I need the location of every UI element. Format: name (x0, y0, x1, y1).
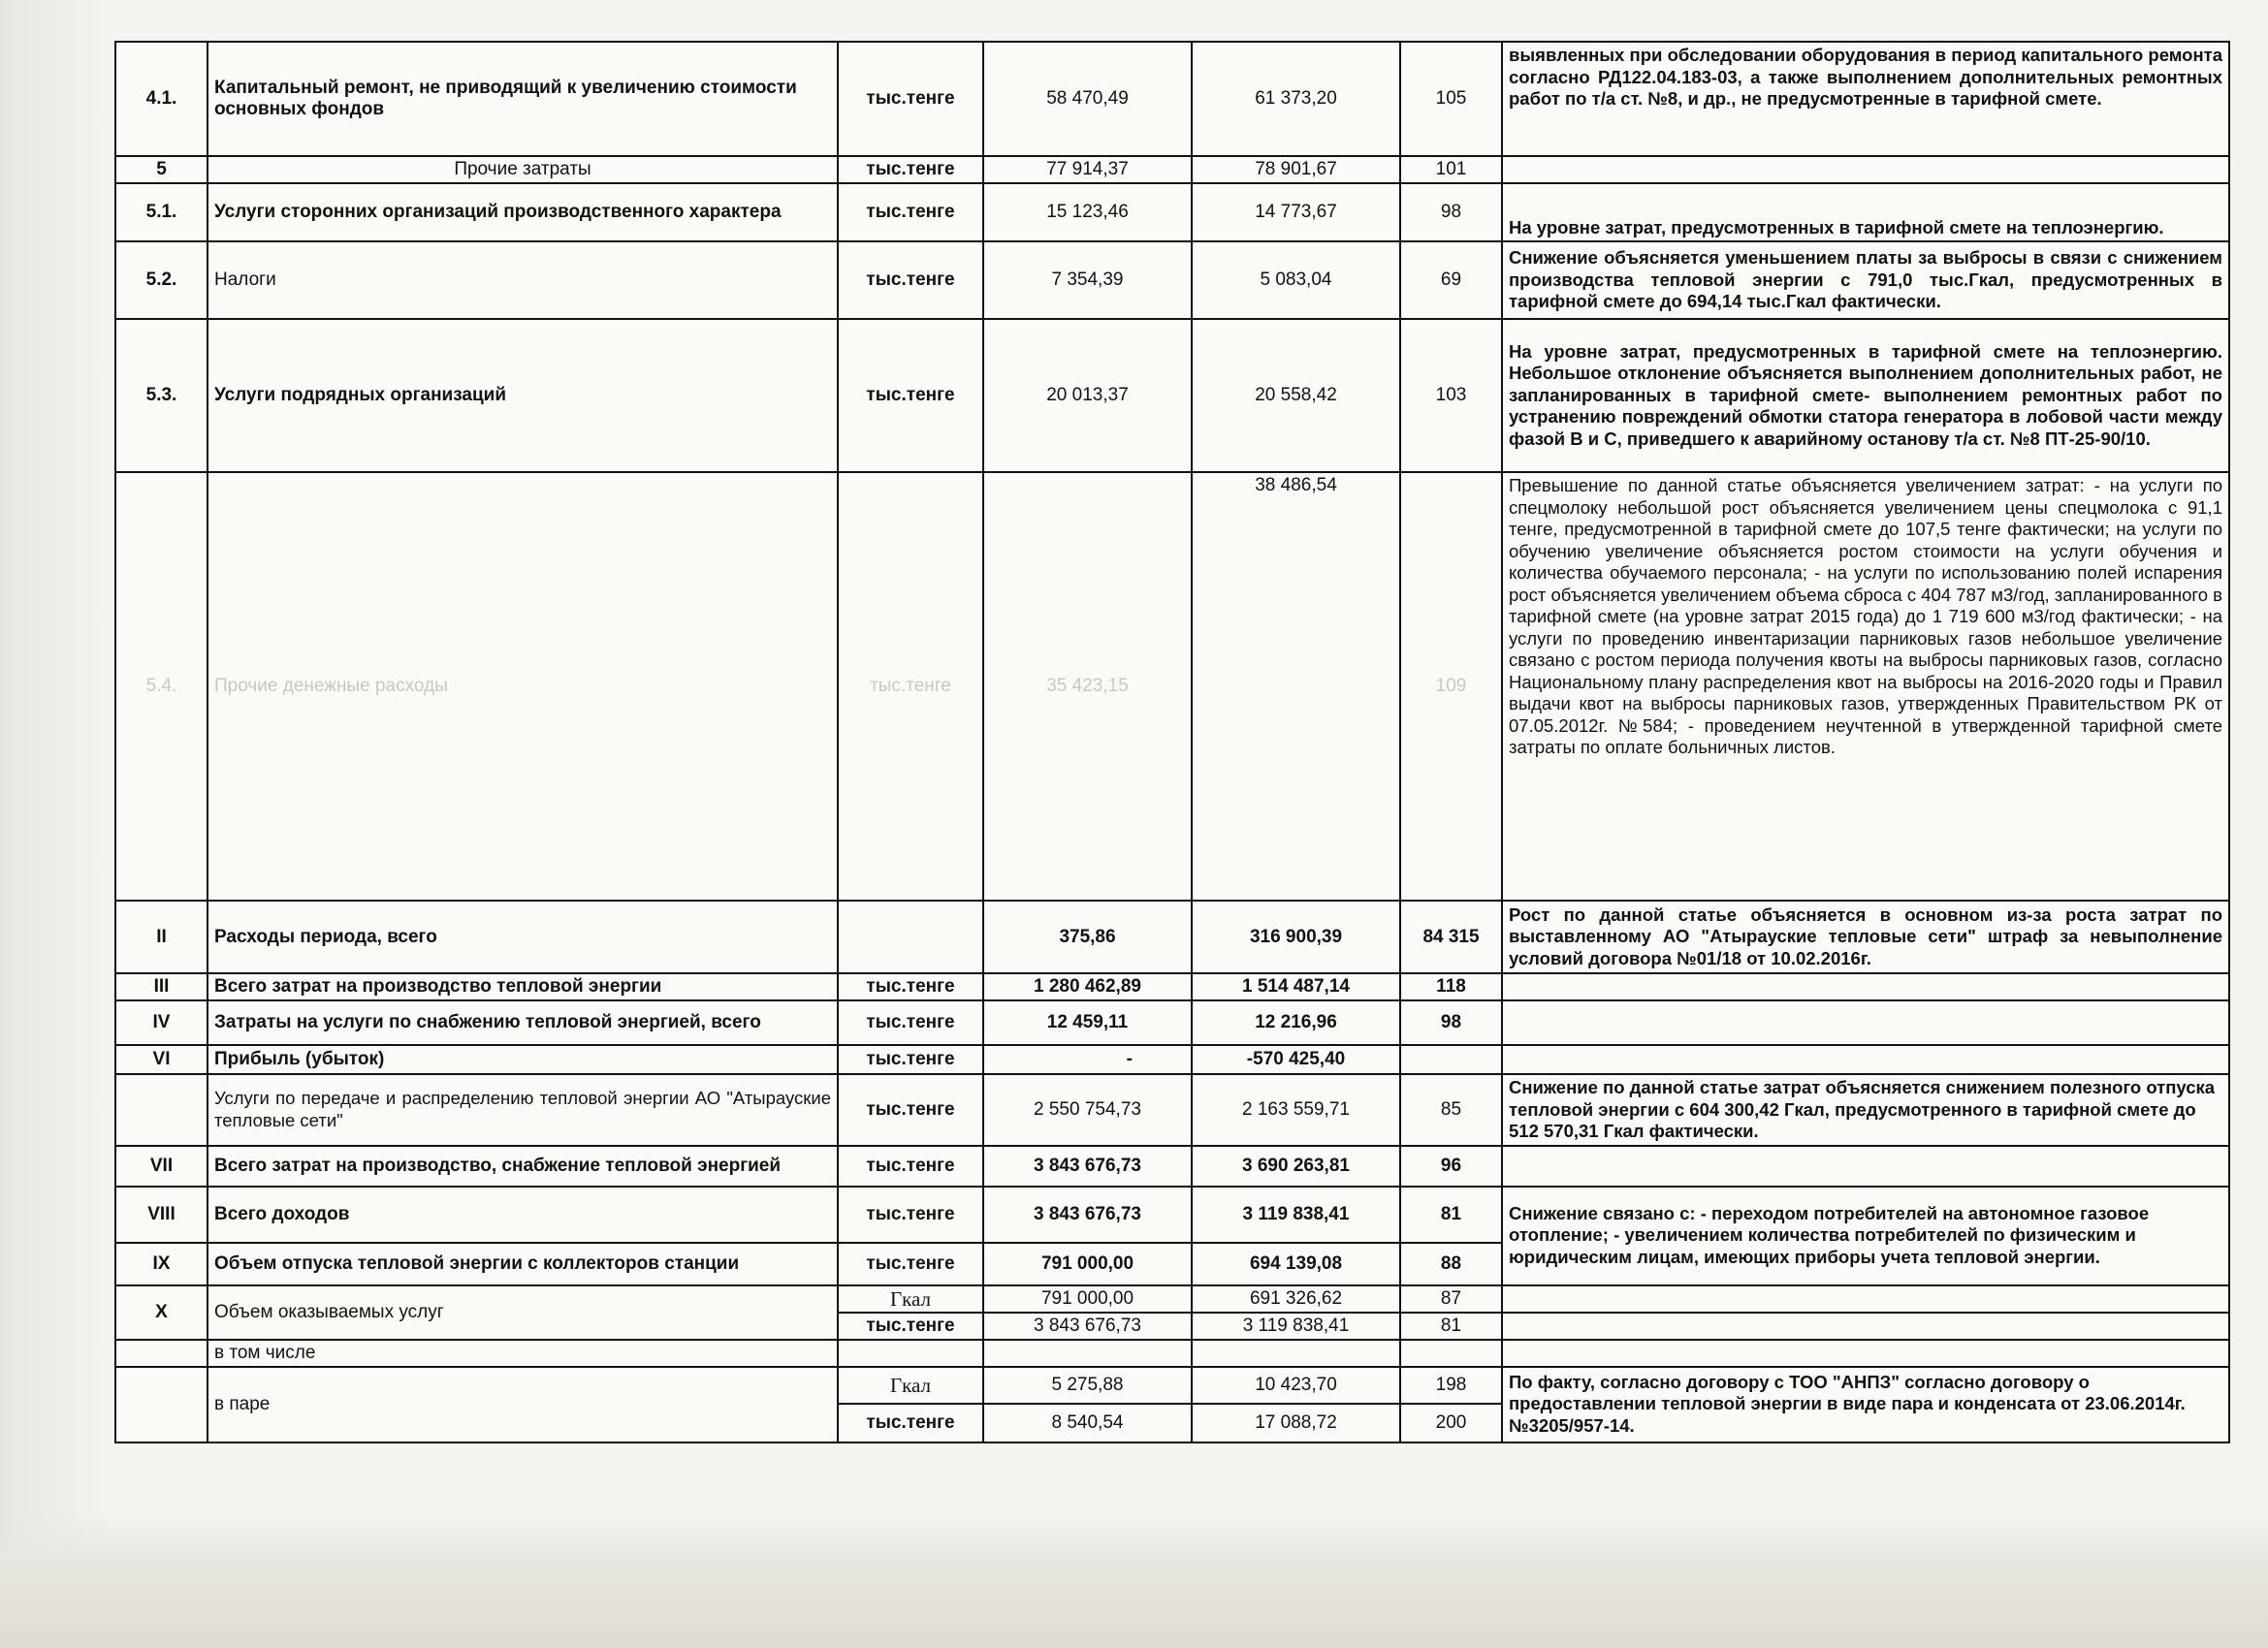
row-fact: 78 901,67 (1192, 156, 1400, 183)
row-name: Услуги по передаче и распределению тепловой энергии АО "Атырауские тепловые сети" (208, 1074, 838, 1146)
row-number-empty (115, 1367, 208, 1442)
row-percent: 87 (1400, 1285, 1502, 1313)
row-unit: Гкал (838, 1285, 983, 1313)
row-plan: 3 843 676,73 (983, 1313, 1192, 1340)
row-unit: тыс.тенге (838, 241, 983, 319)
cost-report-table (114, 41, 2230, 1443)
row-number: 5.1. (115, 183, 208, 241)
row-note-empty (1502, 1313, 2229, 1340)
row-percent: 98 (1400, 183, 1502, 241)
row-unit: тыс.тенге (838, 472, 983, 901)
row-unit (838, 901, 983, 973)
row-plan: 3 843 676,73 (983, 1187, 1192, 1243)
row-name: Услуги подрядных организаций (208, 319, 838, 472)
row-percent: 88 (1400, 1243, 1502, 1285)
row-plan: 3 843 676,73 (983, 1146, 1192, 1187)
row-note (1502, 1146, 2229, 1187)
row-plan: 35 423,15 (983, 472, 1192, 901)
row-unit: тыс.тенге (838, 1313, 983, 1340)
row-fact: 3 690 263,81 (1192, 1146, 1400, 1187)
row-percent: 81 (1400, 1313, 1502, 1340)
row-name: Расходы периода, всего (208, 901, 838, 973)
row-fact: 3 119 838,41 (1192, 1187, 1400, 1243)
row-percent: 98 (1400, 1000, 1502, 1045)
row-percent: 81 (1400, 1187, 1502, 1243)
table-row-steam-gcal (115, 1367, 2229, 1404)
row-plan: 8 540,54 (983, 1404, 1192, 1442)
row-fact: 10 423,70 (1192, 1367, 1400, 1404)
row-plan: - (983, 1045, 1192, 1074)
row-note: Превышение по данной статье объясняется увеличением затрат: - на услуги по спецмолоку небольшой рост объясняется увеличением цены спецмолока с 91,1 тенге, предусмотренной в тарифной смете до 107,5 тенге фактически; на услуги по обучению увеличение объясняется ростом стоимости на услуги обучения и количества обучаемого персонала; - на услуги по использованию полей испарения рост объясняется увеличением объема сброса с 404 787 м3/год, запланированного в тарифной смете (на уровне затрат 2015 года) до 1 719 600 м3/год фактически; - на услуги по проведению инвентаризации парниковых газов небольшое увеличение связано с ростом периода получения квоты на выбросы парниковых газов, согласно Национальному плану распределения квот на выбросы на 2016-2020 годы и Правил выдачи квот на выбросы парниковых газов, утвержденных Правительством РК от 07.05.2012г. №584; - проведением неучтенной в утвержденной тарифной смете затраты по оплате больничных листов. (1502, 472, 2229, 901)
row-fact: 316 900,39 (1192, 901, 1400, 973)
row-number-empty (115, 1340, 208, 1367)
row-fact: 694 139,08 (1192, 1243, 1400, 1285)
row-unit: тыс.тенге (838, 1045, 983, 1074)
row-number: 5.3. (115, 319, 208, 472)
row-plan: 791 000,00 (983, 1243, 1192, 1285)
table-row-II (115, 901, 2229, 973)
scan-shadow-left (0, 0, 107, 1648)
table-row-4-1 (115, 42, 2229, 156)
row-fact: 14 773,67 (1192, 183, 1400, 241)
row-unit-empty (838, 1340, 983, 1367)
row-unit: тыс.тенге (838, 1187, 983, 1243)
row-number: VIII (115, 1187, 208, 1243)
row-percent: 198 (1400, 1367, 1502, 1404)
table-row-5-2 (115, 241, 2229, 319)
row-unit: тыс.тенге (838, 1074, 983, 1146)
row-plan: 2 550 754,73 (983, 1074, 1192, 1146)
row-note: На уровне затрат, предусмотренных в тарифной смете на теплоэнергию. (1502, 183, 2229, 241)
row-fact-empty (1192, 1340, 1400, 1367)
row-percent: 200 (1400, 1404, 1502, 1442)
row-unit: тыс.тенге (838, 156, 983, 183)
row-number: X (115, 1285, 208, 1340)
row-name: Объем отпуска тепловой энергии с коллекторов станции (208, 1243, 838, 1285)
table-row-transmission (115, 1074, 2229, 1146)
row-plan: 20 013,37 (983, 319, 1192, 472)
row-number: 4.1. (115, 42, 208, 156)
row-unit: Гкал (838, 1367, 983, 1404)
row-plan: 375,86 (983, 901, 1192, 973)
row-unit: тыс.тенге (838, 1404, 983, 1442)
row-number: VI (115, 1045, 208, 1074)
row-name: в паре (208, 1367, 838, 1442)
row-note: Рост по данной статье объясняется в основном из-за роста затрат по выставленному АО "Атырауские тепловые сети" штраф за невыполнение условий договора №01/18 от 10.02.2016г. (1502, 901, 2229, 973)
table-row-VII (115, 1146, 2229, 1187)
row-note (1502, 156, 2229, 183)
row-name: Всего затрат на производство тепловой энергии (208, 973, 838, 1000)
row-fact: 38 486,54 (1192, 472, 1400, 901)
row-fact: 1 514 487,14 (1192, 973, 1400, 1000)
row-unit: тыс.тенге (838, 183, 983, 241)
row-note: На уровне затрат, предусмотренных в тарифной смете на теплоэнергию. Небольшое отклонение объясняется выполнением дополнительных работ, не запланированных в тарифной смете- выполнением ремонтных работ по устранению повреждений обмотки статора генератора в лобовой части между фазой В и С, приведшего к аварийному останову т/а ст. №8 ПТ-25-90/10. (1502, 319, 2229, 472)
row-number: VII (115, 1146, 208, 1187)
row-note (1502, 1000, 2229, 1045)
row-note-empty (1502, 1340, 2229, 1367)
table-row-VIII (115, 1187, 2229, 1243)
row-name: Всего доходов (208, 1187, 838, 1243)
table-row-5 (115, 156, 2229, 183)
row-plan: 791 000,00 (983, 1285, 1192, 1313)
row-plan: 7 354,39 (983, 241, 1192, 319)
row-fact: 20 558,42 (1192, 319, 1400, 472)
row-name: Налоги (208, 241, 838, 319)
row-name: Прочие денежные расходы (208, 472, 838, 901)
row-percent: 109 (1400, 472, 1502, 901)
row-number: 5.4. (115, 472, 208, 901)
row-fact: 691 326,62 (1192, 1285, 1400, 1313)
row-unit: тыс.тенге (838, 1243, 983, 1285)
row-percent: 85 (1400, 1074, 1502, 1146)
row-unit: тыс.тенге (838, 1146, 983, 1187)
row-fact: 2 163 559,71 (1192, 1074, 1400, 1146)
row-percent (1400, 1045, 1502, 1074)
row-plan: 15 123,46 (983, 183, 1192, 241)
row-number: 5.2. (115, 241, 208, 319)
row-name: Прочие затраты (208, 156, 838, 183)
row-fact: 3 119 838,41 (1192, 1313, 1400, 1340)
row-note: Снижение объясняется уменьшением платы за выбросы в связи с снижением производства тепловой энергии с 791,0 тыс.Гкал, предусмотренных в тарифной смете до 694,14 тыс.Гкал фактически. (1502, 241, 2229, 319)
row-note: Снижение связано с: - переходом потребителей на автономное газовое отопление; - увеличением количества потребителей по физическим и юридическим лицам, имеющих приборы учета тепловой энергии. (1502, 1187, 2229, 1285)
row-note: выявленных при обследовании оборудования в период капитального ремонта согласно РД122.04.183-03, а также выполнением дополнительных ремонтных работ по т/а ст. №8, и др., не предусмотренные в тарифной смете. (1502, 42, 2229, 156)
row-name: Услуги сторонних организаций производственного характера (208, 183, 838, 241)
row-plan: 77 914,37 (983, 156, 1192, 183)
row-percent: 118 (1400, 973, 1502, 1000)
table-row-IV (115, 1000, 2229, 1045)
row-note-empty (1502, 1285, 2229, 1313)
row-plan: 5 275,88 (983, 1367, 1192, 1404)
row-number: IX (115, 1243, 208, 1285)
table-row-X-gcal (115, 1285, 2229, 1313)
row-name: Объем оказываемых услуг (208, 1285, 838, 1340)
row-fact: -570 425,40 (1192, 1045, 1400, 1074)
scan-shadow-bottom (0, 1512, 2268, 1648)
row-percent: 96 (1400, 1146, 1502, 1187)
row-fact: 17 088,72 (1192, 1404, 1400, 1442)
row-fact: 61 373,20 (1192, 42, 1400, 156)
row-plan: 1 280 462,89 (983, 973, 1192, 1000)
row-percent: 105 (1400, 42, 1502, 156)
row-name: Затраты на услуги по снабжению тепловой энергией, всего (208, 1000, 838, 1045)
row-name: Капитальный ремонт, не приводящий к увеличению стоимости основных фондов (208, 42, 838, 156)
table-row-including (115, 1340, 2229, 1367)
table-row-5-3 (115, 319, 2229, 472)
row-percent: 101 (1400, 156, 1502, 183)
table-row-5-4 (115, 472, 2229, 901)
row-name: Прибыль (убыток) (208, 1045, 838, 1074)
row-number: 5 (115, 156, 208, 183)
row-fact: 12 216,96 (1192, 1000, 1400, 1045)
table-row-III (115, 973, 2229, 1000)
row-number: IV (115, 1000, 208, 1045)
row-plan: 58 470,49 (983, 42, 1192, 156)
row-number: II (115, 901, 208, 973)
row-percent: 103 (1400, 319, 1502, 472)
row-unit: тыс.тенге (838, 973, 983, 1000)
table-row-VI (115, 1045, 2229, 1074)
row-name: Всего затрат на производство, снабжение тепловой энергией (208, 1146, 838, 1187)
row-note (1502, 973, 2229, 1000)
row-note: Снижение по данной статье затрат объясняется снижением полезного отпуска тепловой энергии с 604 300,42 Гкал, предусмотренного в тарифной смете до 512 570,31 Гкал фактически. (1502, 1074, 2229, 1146)
row-percent-empty (1400, 1340, 1502, 1367)
row-note (1502, 1045, 2229, 1074)
row-note: По факту, согласно договору с ТОО "АНПЗ" согласно договору о предоставлении тепловой энергии в виде пара и конденсата от 23.06.2014г. №3205/957-14. (1502, 1367, 2229, 1442)
row-plan: 12 459,11 (983, 1000, 1192, 1045)
row-percent: 69 (1400, 241, 1502, 319)
row-number: III (115, 973, 208, 1000)
row-unit: тыс.тенге (838, 1000, 983, 1045)
table-row-5-1 (115, 183, 2229, 241)
row-name: в том числе (208, 1340, 838, 1367)
row-unit: тыс.тенге (838, 319, 983, 472)
row-percent: 84 315 (1400, 901, 1502, 973)
row-fact: 5 083,04 (1192, 241, 1400, 319)
row-unit: тыс.тенге (838, 42, 983, 156)
row-plan-empty (983, 1340, 1192, 1367)
row-number (115, 1074, 208, 1146)
